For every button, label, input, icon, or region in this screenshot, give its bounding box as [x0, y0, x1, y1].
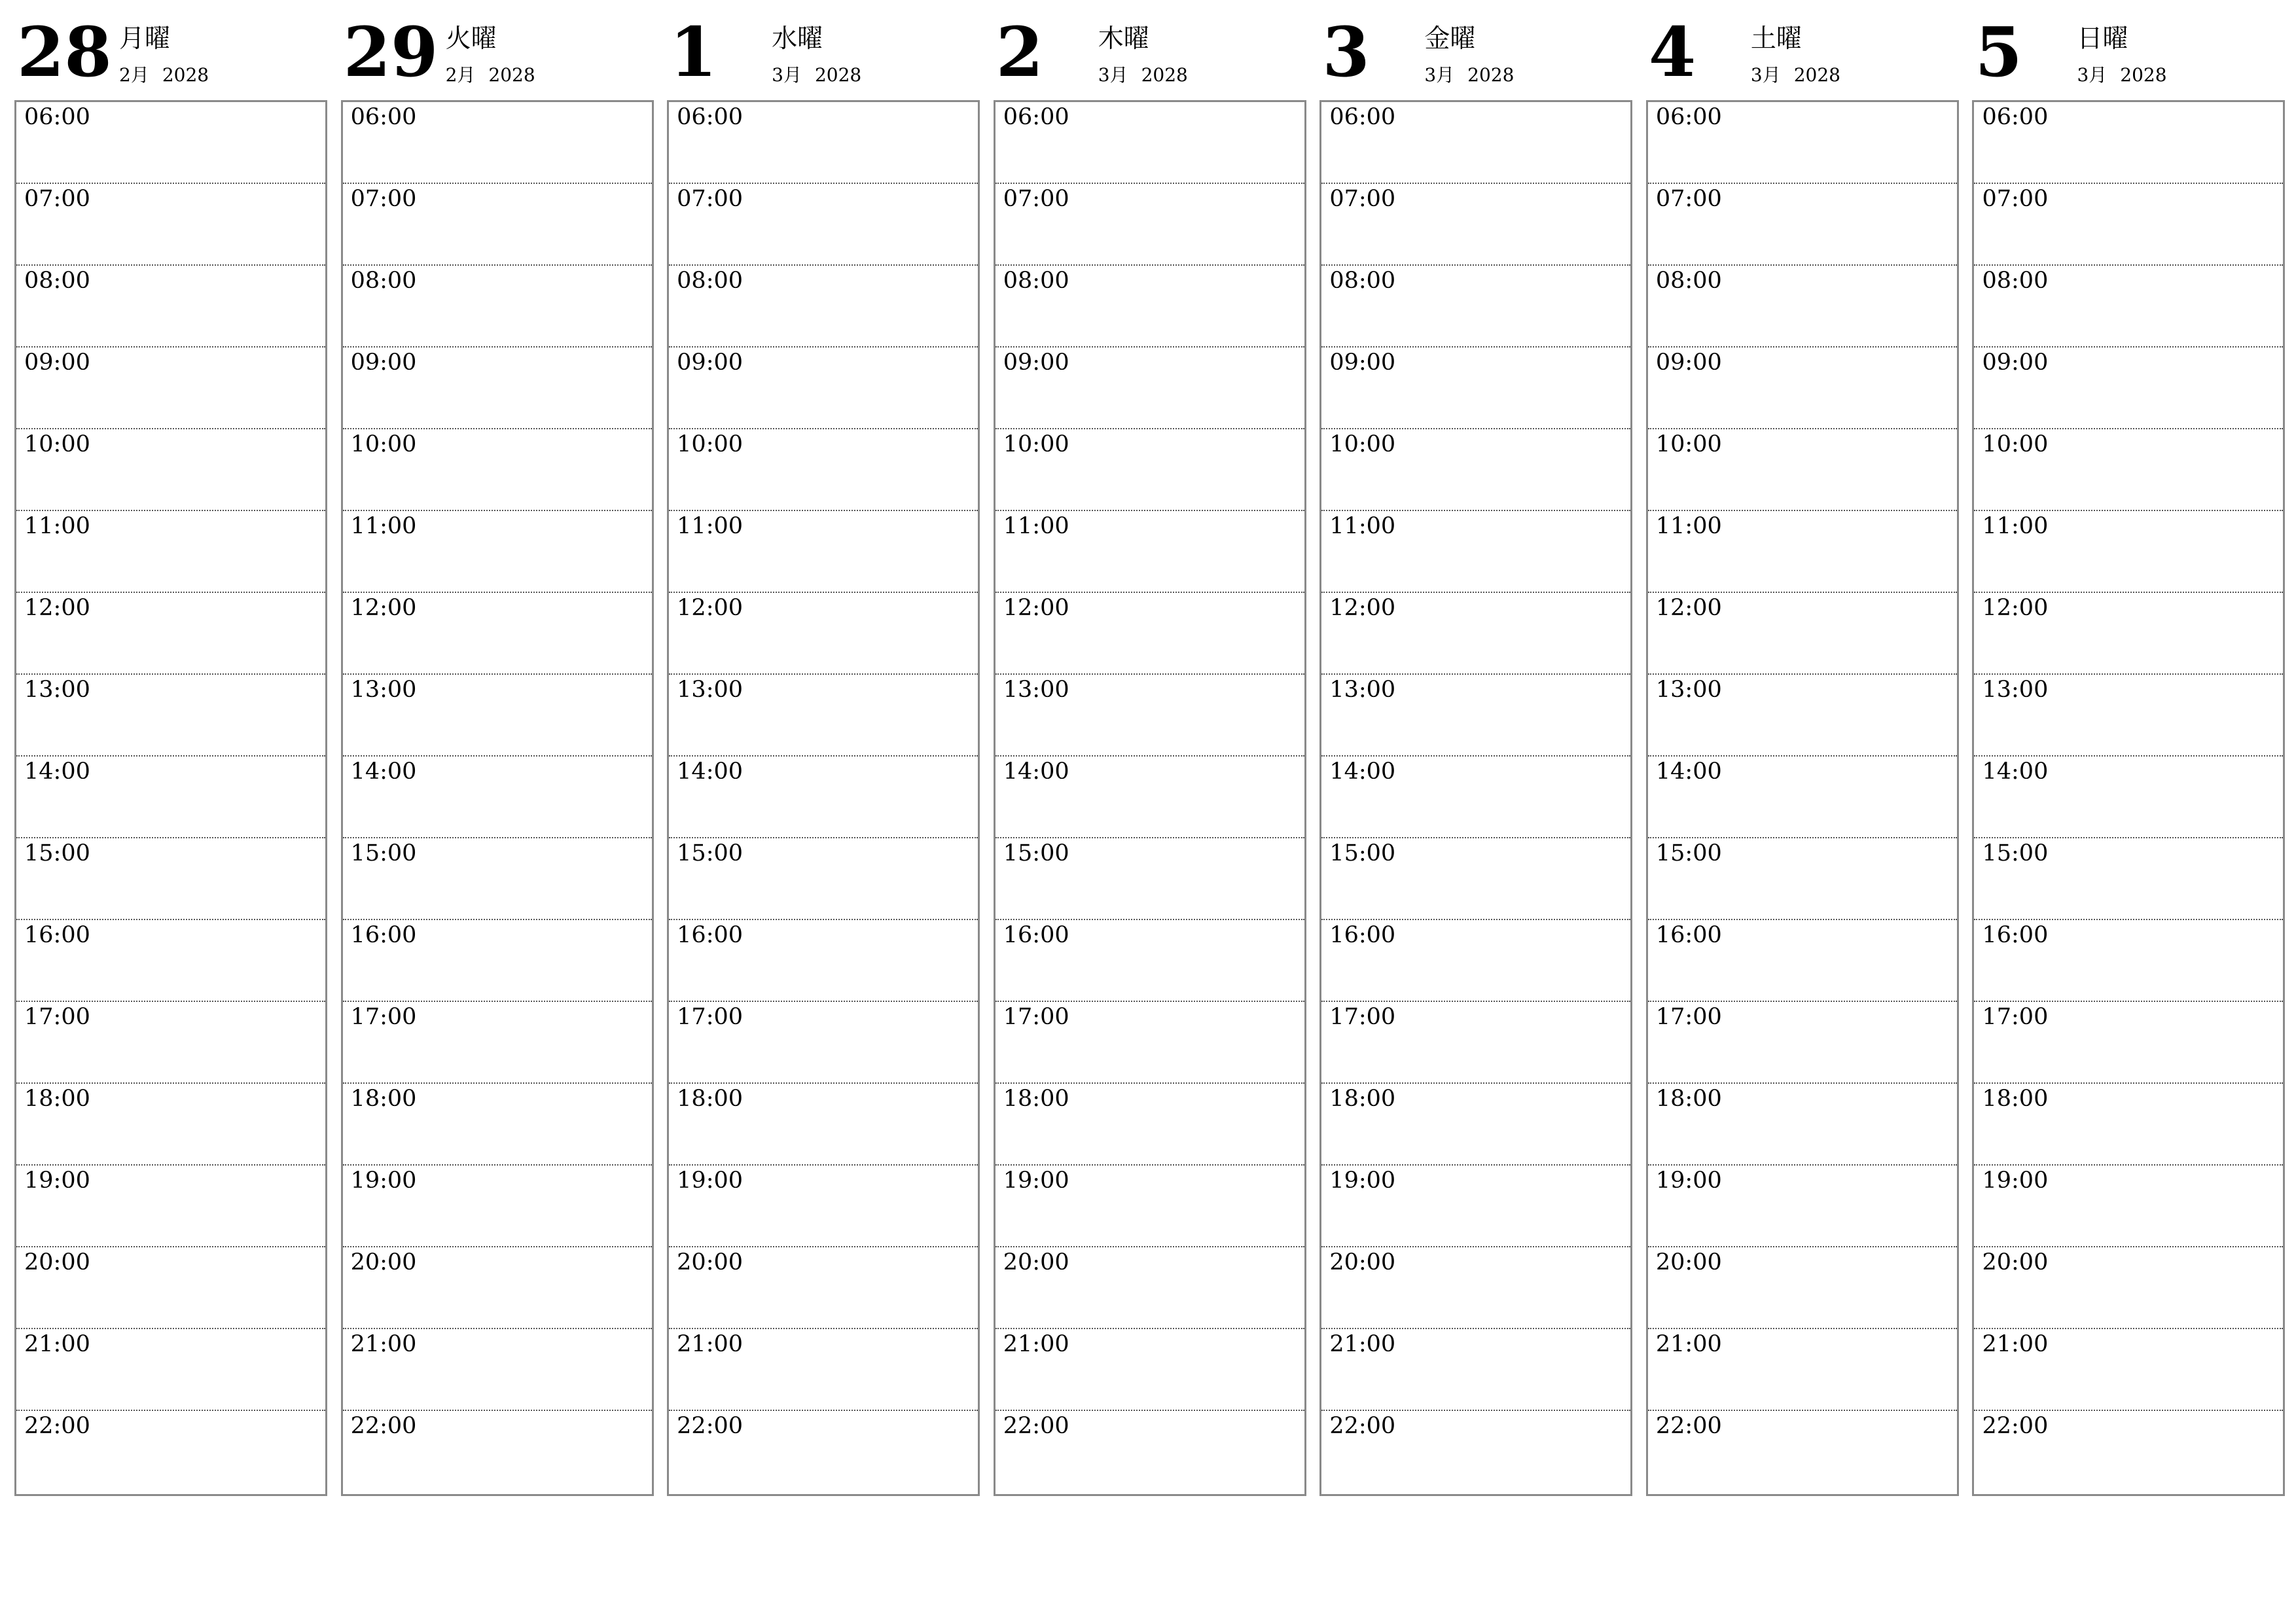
time-slot-label: 18:00: [677, 1086, 744, 1112]
time-slot[interactable]: [343, 1411, 652, 1493]
month-year-label: [119, 66, 209, 84]
weekday-label: 火曜: [445, 24, 497, 54]
time-slot[interactable]: [343, 1084, 652, 1166]
time-slot[interactable]: [669, 675, 978, 757]
day-schedule-box: [341, 100, 654, 1496]
time-slot-label: 11:00: [1329, 513, 1396, 539]
time-slot[interactable]: [16, 838, 325, 920]
day-header: [994, 0, 1306, 100]
time-slot[interactable]: [343, 266, 652, 348]
time-slot[interactable]: [1321, 1411, 1630, 1493]
time-slot[interactable]: [1321, 511, 1630, 593]
time-slot[interactable]: [16, 266, 325, 348]
time-slot[interactable]: [16, 757, 325, 838]
time-slot[interactable]: [16, 1166, 325, 1247]
time-slot-label: 10:00: [350, 431, 417, 457]
time-slot-label: 19:00: [350, 1168, 417, 1194]
day-schedule-box: [1319, 100, 1632, 1496]
time-slot-label: 21:00: [350, 1331, 417, 1357]
time-slot[interactable]: [1648, 1166, 1957, 1247]
time-slot-label: 12:00: [350, 595, 417, 621]
time-slot-label: 15:00: [1655, 840, 1722, 866]
day-number: 29: [343, 12, 439, 92]
month-year-label: [446, 66, 535, 84]
time-slot-label: 11:00: [1655, 513, 1722, 539]
time-slot[interactable]: [1321, 184, 1630, 266]
time-slot-label: 17:00: [1329, 1004, 1396, 1030]
time-slot-label: 10:00: [1329, 431, 1396, 457]
time-slot-label: 22:00: [1329, 1413, 1396, 1439]
time-slot[interactable]: [996, 1411, 1304, 1493]
time-slot-label: 20:00: [350, 1249, 417, 1275]
day-schedule-box: [1972, 100, 2285, 1496]
time-slot-label: 18:00: [1982, 1086, 2049, 1112]
time-slot[interactable]: [343, 757, 652, 838]
time-slot-label: 21:00: [1003, 1331, 1069, 1357]
day-column: [667, 0, 979, 1505]
time-slot[interactable]: [1648, 348, 1957, 429]
day-column: [1646, 0, 1958, 1505]
time-slot[interactable]: [1321, 1166, 1630, 1247]
time-slot[interactable]: [669, 511, 978, 593]
time-slot[interactable]: [996, 1166, 1304, 1247]
time-slot-label: 22:00: [350, 1413, 417, 1439]
time-slot[interactable]: [16, 184, 325, 266]
time-slot-label: 12:00: [677, 595, 744, 621]
time-slot-label: 13:00: [24, 677, 90, 703]
time-slot[interactable]: [1321, 348, 1630, 429]
time-slot-label: 06:00: [1329, 104, 1396, 130]
time-slot-label: 18:00: [24, 1086, 90, 1112]
day-number: 1: [670, 12, 717, 92]
time-slot-label: 18:00: [1329, 1086, 1396, 1112]
time-slot-label: 06:00: [24, 104, 90, 130]
time-slot[interactable]: [16, 1247, 325, 1329]
month-label: 2月: [119, 64, 149, 86]
weekday-label: 木曜: [1098, 24, 1149, 54]
time-slot-label: 06:00: [350, 104, 417, 130]
weekly-planner: [14, 0, 2284, 1505]
day-column: [341, 0, 653, 1505]
time-slot-label: 15:00: [24, 840, 90, 866]
time-slot[interactable]: [1648, 675, 1957, 757]
weekday-label: 水曜: [772, 24, 823, 54]
time-slot-label: 08:00: [1329, 268, 1396, 294]
time-slot-label: 09:00: [350, 349, 417, 376]
time-slot-label: 11:00: [350, 513, 417, 539]
time-slot[interactable]: [1321, 757, 1630, 838]
time-slot[interactable]: [996, 593, 1304, 675]
time-slot-label: 07:00: [350, 186, 417, 212]
year-label: 2028: [1467, 64, 1515, 86]
time-slot-label: 20:00: [677, 1249, 744, 1275]
time-slot[interactable]: [1974, 1329, 2283, 1411]
time-slot-label: 12:00: [1329, 595, 1396, 621]
time-slot[interactable]: [669, 184, 978, 266]
year-label: 2028: [814, 64, 862, 86]
time-slot-label: 06:00: [1982, 104, 2049, 130]
weekday-label: 月曜: [119, 24, 171, 54]
day-header: [667, 0, 979, 100]
time-slot-label: 17:00: [24, 1004, 90, 1030]
time-slot[interactable]: [1648, 920, 1957, 1002]
time-slot[interactable]: [996, 920, 1304, 1002]
time-slot-label: 22:00: [677, 1413, 744, 1439]
time-slot[interactable]: [343, 593, 652, 675]
day-column: [994, 0, 1306, 1505]
time-slot-label: 12:00: [1982, 595, 2049, 621]
year-label: 2028: [162, 64, 209, 86]
time-slot-label: 21:00: [1982, 1331, 2049, 1357]
time-slot[interactable]: [1648, 1247, 1957, 1329]
time-slot[interactable]: [669, 266, 978, 348]
month-label: 3月: [1750, 64, 1781, 86]
time-slot[interactable]: [1321, 1329, 1630, 1411]
time-slot-label: 17:00: [1003, 1004, 1069, 1030]
time-slot[interactable]: [669, 1329, 978, 1411]
time-slot-label: 07:00: [677, 186, 744, 212]
time-slot-label: 15:00: [1982, 840, 2049, 866]
day-column: [1319, 0, 1632, 1505]
time-slot[interactable]: [343, 1166, 652, 1247]
time-slot-label: 20:00: [1003, 1249, 1069, 1275]
time-slot-label: 17:00: [1982, 1004, 2049, 1030]
time-slot[interactable]: [1974, 102, 2283, 184]
day-schedule-box: [667, 100, 980, 1496]
time-slot[interactable]: [16, 348, 325, 429]
time-slot-label: 10:00: [677, 431, 744, 457]
time-slot-label: 13:00: [1329, 677, 1396, 703]
time-slot[interactable]: [1648, 429, 1957, 511]
time-slot-label: 20:00: [1982, 1249, 2049, 1275]
time-slot-label: 10:00: [1655, 431, 1722, 457]
time-slot[interactable]: [16, 1411, 325, 1493]
time-slot[interactable]: [343, 429, 652, 511]
time-slot[interactable]: [16, 1002, 325, 1084]
time-slot-label: 19:00: [1003, 1168, 1069, 1194]
time-slot[interactable]: [1321, 429, 1630, 511]
day-header: [1646, 0, 1958, 100]
time-slot[interactable]: [1974, 1166, 2283, 1247]
time-slot[interactable]: [669, 1002, 978, 1084]
time-slot[interactable]: [16, 675, 325, 757]
time-slot-label: 16:00: [24, 922, 90, 948]
month-label: 2月: [445, 64, 476, 86]
time-slot[interactable]: [669, 1247, 978, 1329]
time-slot[interactable]: [1648, 1329, 1957, 1411]
time-slot-label: 19:00: [677, 1168, 744, 1194]
month-label: 3月: [1098, 64, 1128, 86]
time-slot[interactable]: [1974, 1084, 2283, 1166]
time-slot-label: 11:00: [677, 513, 744, 539]
time-slot-label: 09:00: [24, 349, 90, 376]
month-year-label: [1098, 66, 1188, 84]
time-slot-label: 14:00: [350, 758, 417, 785]
time-slot-label: 19:00: [24, 1168, 90, 1194]
time-slot[interactable]: [1648, 1002, 1957, 1084]
time-slot-label: 21:00: [24, 1331, 90, 1357]
time-slot-label: 13:00: [1003, 677, 1069, 703]
time-slot[interactable]: [343, 920, 652, 1002]
time-slot[interactable]: [1974, 266, 2283, 348]
time-slot-label: 20:00: [1329, 1249, 1396, 1275]
time-slot-label: 07:00: [24, 186, 90, 212]
time-slot[interactable]: [16, 429, 325, 511]
time-slot-label: 06:00: [1003, 104, 1069, 130]
time-slot-label: 11:00: [24, 513, 90, 539]
time-slot[interactable]: [1974, 757, 2283, 838]
time-slot-label: 13:00: [1982, 677, 2049, 703]
month-label: 3月: [1424, 64, 1455, 86]
day-number: 2: [996, 12, 1044, 92]
time-slot[interactable]: [343, 675, 652, 757]
time-slot[interactable]: [1648, 184, 1957, 266]
day-number: 28: [17, 12, 112, 92]
time-slot-label: 19:00: [1982, 1168, 2049, 1194]
day-column: [14, 0, 327, 1505]
time-slot-label: 13:00: [350, 677, 417, 703]
time-slot[interactable]: [669, 757, 978, 838]
month-label: 3月: [772, 64, 802, 86]
time-slot[interactable]: [996, 102, 1304, 184]
time-slot-label: 21:00: [1329, 1331, 1396, 1357]
time-slot[interactable]: [996, 675, 1304, 757]
time-slot-label: 10:00: [1982, 431, 2049, 457]
time-slot[interactable]: [669, 1411, 978, 1493]
time-slot[interactable]: [1321, 1084, 1630, 1166]
time-slot[interactable]: [1974, 1247, 2283, 1329]
time-slot[interactable]: [996, 348, 1304, 429]
time-slot[interactable]: [16, 593, 325, 675]
time-slot-label: 07:00: [1329, 186, 1396, 212]
time-slot-label: 14:00: [1329, 758, 1396, 785]
time-slot[interactable]: [1648, 511, 1957, 593]
time-slot-label: 19:00: [1329, 1168, 1396, 1194]
time-slot-label: 06:00: [1655, 104, 1722, 130]
time-slot[interactable]: [343, 102, 652, 184]
time-slot[interactable]: [996, 511, 1304, 593]
time-slot-label: 08:00: [1982, 268, 2049, 294]
time-slot-label: 17:00: [677, 1004, 744, 1030]
time-slot[interactable]: [16, 102, 325, 184]
time-slot[interactable]: [16, 920, 325, 1002]
time-slot-label: 08:00: [350, 268, 417, 294]
time-slot[interactable]: [1974, 511, 2283, 593]
month-year-label: [1751, 66, 1840, 84]
time-slot-label: 15:00: [1003, 840, 1069, 866]
time-slot[interactable]: [669, 593, 978, 675]
time-slot[interactable]: [1648, 757, 1957, 838]
time-slot-label: 09:00: [1982, 349, 2049, 376]
day-number: 5: [1975, 12, 2022, 92]
time-slot[interactable]: [1648, 266, 1957, 348]
time-slot-label: 21:00: [677, 1331, 744, 1357]
time-slot-label: 13:00: [1655, 677, 1722, 703]
time-slot-label: 09:00: [1003, 349, 1069, 376]
time-slot-label: 10:00: [1003, 431, 1069, 457]
day-header: [1319, 0, 1632, 100]
time-slot[interactable]: [343, 1247, 652, 1329]
time-slot[interactable]: [1974, 675, 2283, 757]
time-slot-label: 16:00: [1982, 922, 2049, 948]
time-slot-label: 20:00: [1655, 1249, 1722, 1275]
time-slot[interactable]: [1974, 920, 2283, 1002]
time-slot[interactable]: [996, 838, 1304, 920]
time-slot[interactable]: [996, 757, 1304, 838]
time-slot[interactable]: [669, 1084, 978, 1166]
time-slot[interactable]: [1974, 838, 2283, 920]
month-year-label: [2077, 66, 2166, 84]
time-slot[interactable]: [1321, 920, 1630, 1002]
time-slot[interactable]: [669, 1166, 978, 1247]
day-number: 4: [1648, 12, 1696, 92]
day-schedule-box: [1646, 100, 1959, 1496]
time-slot[interactable]: [343, 184, 652, 266]
time-slot[interactable]: [1321, 1247, 1630, 1329]
time-slot[interactable]: [1321, 675, 1630, 757]
time-slot-label: 14:00: [1655, 758, 1722, 785]
month-year-label: [1424, 66, 1514, 84]
time-slot[interactable]: [669, 920, 978, 1002]
time-slot-label: 16:00: [1329, 922, 1396, 948]
time-slot-label: 07:00: [1003, 186, 1069, 212]
time-slot[interactable]: [343, 838, 652, 920]
time-slot-label: 19:00: [1655, 1168, 1722, 1194]
time-slot-label: 22:00: [24, 1413, 90, 1439]
time-slot-label: 16:00: [1003, 922, 1069, 948]
weekday-label: 金曜: [1424, 24, 1476, 54]
time-slot[interactable]: [343, 348, 652, 429]
time-slot[interactable]: [1648, 838, 1957, 920]
time-slot-label: 15:00: [1329, 840, 1396, 866]
time-slot-label: 10:00: [24, 431, 90, 457]
day-header: [341, 0, 653, 100]
month-year-label: [772, 66, 861, 84]
day-header: [14, 0, 327, 100]
time-slot[interactable]: [343, 1329, 652, 1411]
time-slot[interactable]: [669, 102, 978, 184]
time-slot-label: 09:00: [677, 349, 744, 376]
time-slot[interactable]: [996, 1329, 1304, 1411]
time-slot-label: 18:00: [1655, 1086, 1722, 1112]
time-slot-label: 08:00: [1003, 268, 1069, 294]
time-slot-label: 08:00: [677, 268, 744, 294]
time-slot[interactable]: [1648, 593, 1957, 675]
time-slot-label: 16:00: [1655, 922, 1722, 948]
day-header: [1972, 0, 2284, 100]
year-label: 2028: [2120, 64, 2167, 86]
month-label: 3月: [2077, 64, 2108, 86]
day-schedule-box: [14, 100, 327, 1496]
time-slot-label: 11:00: [1003, 513, 1069, 539]
time-slot-label: 13:00: [677, 677, 744, 703]
time-slot[interactable]: [1648, 102, 1957, 184]
time-slot-label: 15:00: [350, 840, 417, 866]
time-slot-label: 20:00: [24, 1249, 90, 1275]
time-slot-label: 17:00: [1655, 1004, 1722, 1030]
time-slot[interactable]: [996, 429, 1304, 511]
time-slot-label: 12:00: [1003, 595, 1069, 621]
time-slot[interactable]: [16, 511, 325, 593]
time-slot[interactable]: [1974, 429, 2283, 511]
time-slot-label: 09:00: [1655, 349, 1722, 376]
time-slot[interactable]: [343, 511, 652, 593]
time-slot-label: 18:00: [1003, 1086, 1069, 1112]
time-slot-label: 15:00: [677, 840, 744, 866]
time-slot[interactable]: [1974, 1411, 2283, 1493]
time-slot[interactable]: [16, 1329, 325, 1411]
time-slot[interactable]: [996, 1002, 1304, 1084]
time-slot-label: 11:00: [1982, 513, 2049, 539]
time-slot[interactable]: [669, 429, 978, 511]
time-slot-label: 07:00: [1982, 186, 2049, 212]
time-slot[interactable]: [16, 1084, 325, 1166]
time-slot-label: 22:00: [1655, 1413, 1722, 1439]
time-slot[interactable]: [1974, 348, 2283, 429]
year-label: 2028: [1141, 64, 1188, 86]
time-slot[interactable]: [1321, 593, 1630, 675]
time-slot-label: 17:00: [350, 1004, 417, 1030]
weekday-label: 土曜: [1750, 24, 1802, 54]
time-slot-label: 18:00: [350, 1086, 417, 1112]
time-slot[interactable]: [669, 838, 978, 920]
time-slot[interactable]: [1648, 1411, 1957, 1493]
time-slot-label: 12:00: [1655, 595, 1722, 621]
time-slot-label: 09:00: [1329, 349, 1396, 376]
time-slot[interactable]: [996, 266, 1304, 348]
weekday-label: 日曜: [2077, 24, 2128, 54]
time-slot-label: 06:00: [677, 104, 744, 130]
time-slot[interactable]: [996, 1084, 1304, 1166]
time-slot-label: 14:00: [677, 758, 744, 785]
time-slot[interactable]: [1974, 593, 2283, 675]
day-column: [1972, 0, 2284, 1505]
year-label: 2028: [488, 64, 535, 86]
time-slot-label: 14:00: [1982, 758, 2049, 785]
time-slot-label: 14:00: [24, 758, 90, 785]
time-slot[interactable]: [1648, 1084, 1957, 1166]
time-slot-label: 16:00: [350, 922, 417, 948]
time-slot-label: 16:00: [677, 922, 744, 948]
year-label: 2028: [1793, 64, 1840, 86]
time-slot[interactable]: [1321, 1002, 1630, 1084]
time-slot[interactable]: [996, 184, 1304, 266]
time-slot[interactable]: [1974, 1002, 2283, 1084]
time-slot-label: 08:00: [24, 268, 90, 294]
time-slot-label: 12:00: [24, 595, 90, 621]
time-slot[interactable]: [1321, 838, 1630, 920]
time-slot-label: 08:00: [1655, 268, 1722, 294]
time-slot-label: 22:00: [1982, 1413, 2049, 1439]
time-slot[interactable]: [1321, 102, 1630, 184]
time-slot-label: 14:00: [1003, 758, 1069, 785]
time-slot-label: 22:00: [1003, 1413, 1069, 1439]
time-slot[interactable]: [1974, 184, 2283, 266]
time-slot-label: 07:00: [1655, 186, 1722, 212]
time-slot[interactable]: [1321, 266, 1630, 348]
time-slot[interactable]: [996, 1247, 1304, 1329]
time-slot[interactable]: [343, 1002, 652, 1084]
time-slot[interactable]: [669, 348, 978, 429]
time-slot-label: 21:00: [1655, 1331, 1722, 1357]
day-number: 3: [1322, 12, 1370, 92]
day-schedule-box: [994, 100, 1306, 1496]
